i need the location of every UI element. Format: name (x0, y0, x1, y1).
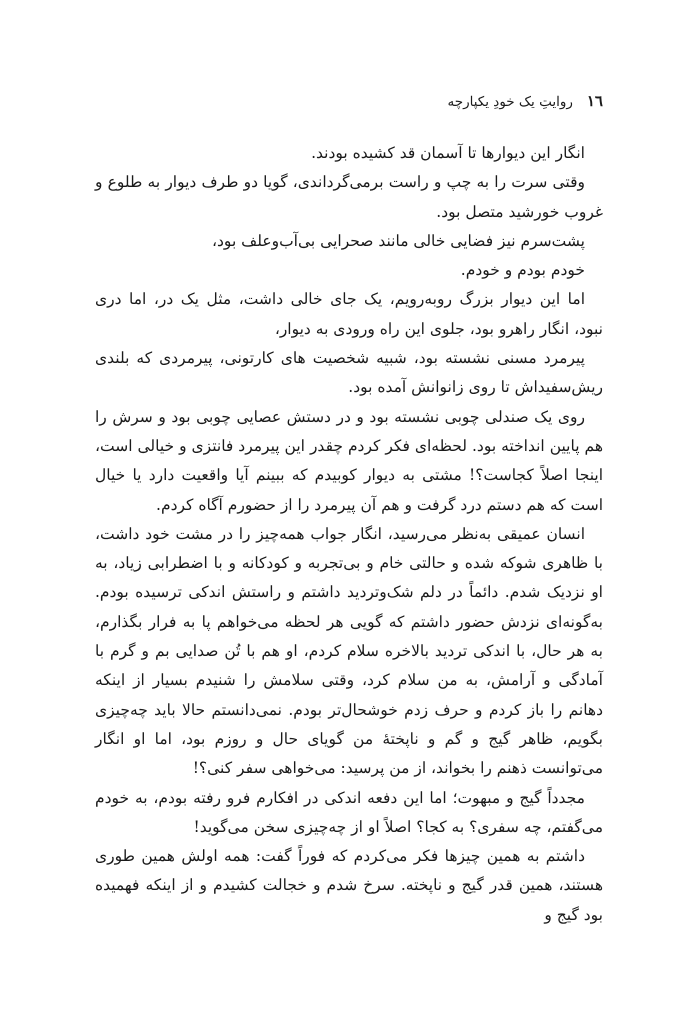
paragraph: مجدداً گیج و مبهوت؛ اما این دفعه اندکی در افکارم فرو رفته بودم، به خودم می‌گفتم، چه سفری؟ به کجا؟ اصلاً او از چه‌چیزی سخن می‌گوید! (95, 788, 603, 836)
book-title: روایتِ یک خودِ یکپارچه (447, 94, 573, 110)
paragraph: پیرمرد مسنی نشسته بود، شبیه شخصیت های کارتونی، پیرمردی که بلندی ریش‌سفیداش تا روی زانوانش آمده بود. (95, 349, 603, 397)
paragraph: انگار این دیوارها تا آسمان قد کشیده بودند. (311, 144, 585, 162)
running-head (95, 92, 603, 116)
paragraph: پشت‌سرم نیز فضایی خالی مانند صحرایی بی‌آب‌وعلف بود، (212, 231, 585, 250)
paragraph: خودم بودم و خودم. (460, 261, 585, 280)
paragraph: داشتم به همین چیزها فکر می‌کردم که فوراً گفت: همه اولش همین طوری هستند، همین قدر گیج و ناپخته. سرخ شدم و خجالت کشیدم و از اینکه فهمیده بود گیج و (95, 847, 603, 924)
paragraph: اما این دیوار بزرگ روبه‌رویم، یک جای خالی داشت، مثل یک در، اما دری نبود، انگار راهرو بود، جلوی این راه ورودی به دیوار، (95, 290, 603, 338)
paragraph: روی یک صندلی چوبی نشسته بود و در دستش عصایی چوبی بود و سرش را هم پایین انداخته بود. لحظه‌ای فکر کردم چقدر این پیرمرد فانتزی و خیالی است، اینجا اصلاً کجاست؟! مشتی به دیوار کوبیدم که ببینم آیا واقعیت دارد یا خیال است که هم دستم درد گرفت و هم آن پیرمرد را از حضورم آگاه کردم. (95, 407, 603, 514)
body-text (95, 139, 603, 930)
page-number: ١٦ (586, 92, 603, 110)
paragraph: وقتی سرت را به چپ و راست برمی‌گرداندی، گویا دو طرف دیوار به طلوع و غروب خورشید متصل بود. (95, 173, 603, 221)
paragraph: انسان عمیقی به‌نظر می‌رسید، انگار جواب همه‌چیز را در مشت خود داشت، با ظاهری شوکه شده و حالتی خام و بی‌تجربه و کودکانه و با اضطرابی زیاد، به او نزدیک شدم. دائماً در دلم شک‌وتردید داشتم و راستش اندکی ترسیده بودم. به‌گونه‌ای نزدش حضور داشتم که گویی هر لحظه می‌خواهم پا به فرار بگذارم، به هر حال، با اندکی تردید بالاخره سلام کردم، او هم با تُن صدایی بم و گرم با آمادگی و آرامش، به من سلام کرد، وقتی سلامش را شنیدم بسیار از اینکه دهانم را باز کردم و حرف زدم خوشحال‌تر بودم. نمی‌دانستم حالا باید چه‌چیزی بگویم، ظاهر گیج و گم و ناپختهٔ من گویای حال و روزم بود، اما او انگار می‌توانست ذهنم را بخواند، از من پرسید: می‌خواهی سفر کنی؟! (95, 524, 603, 778)
